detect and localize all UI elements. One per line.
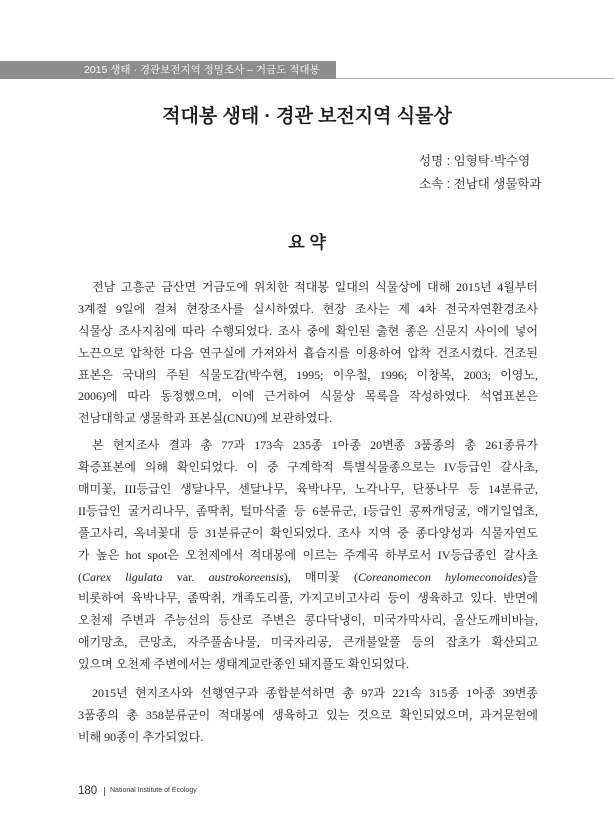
line-segment: ( — [78, 569, 82, 584]
author-affiliation: 소속 : 전남대 생물학과 — [419, 177, 542, 191]
abstract-line: 비롯하여 육박나무, 좀딱취, 개족도리풀, 가지고비고사리 등이 생육하고 있다. 반면에 — [78, 591, 538, 606]
abstract-line: 매미꽃, III등급인 생달나무, 센달나무, 육박나무, 노각나무, 단풍나무 등 14분류군, — [78, 482, 538, 497]
page-title: 적대봉 생태 · 경관 보전지역 식물상 — [162, 106, 452, 127]
footer-publisher: National Institute of Ecology — [110, 787, 197, 794]
running-header-rule — [336, 78, 614, 79]
footer-divider — [104, 787, 105, 796]
byline — [419, 150, 542, 196]
line-segment: )을 — [522, 569, 538, 584]
species-name-italic: Carex ligulata — [82, 569, 163, 584]
abstract-heading: 요 약 — [288, 233, 326, 252]
abstract-line: 오천제 주변과 주능선의 등산로 주변은 콩다닥냉이, 미국가막사리, 울산도깨비바늘, — [78, 613, 538, 628]
abstract-line: 있으며 오천제 주변에서는 생태계교란종인 돼지풀도 확인되었다. — [78, 657, 409, 672]
abstract-line: 확증표본에 의해 확인되었다. 이 중 구계학적 특별식물종으로는 IV등급인 갈사초, — [78, 460, 538, 475]
abstract-line: 3계절 9일에 걸쳐 현장조사를 실시하였다. 현장 조사는 제 4차 전국자연환경조사 — [78, 301, 538, 316]
abstract-paragraph — [78, 277, 538, 430]
abstract-line-species — [78, 567, 538, 589]
abstract-line: 전남대학교 생물학과 표본실(CNU)에 보관하였다. — [78, 411, 332, 426]
abstract-line: 비해 90종이 추가되었다. — [78, 729, 204, 744]
line-segment: var. — [162, 569, 209, 584]
line-segment: ), 매미꽃 ( — [283, 569, 358, 584]
abstract-line: 풀고사리, 옥녀꽃대 등 31분류군이 확인되었다. 조사 지역 중 종다양성과 식물자연도 — [78, 525, 538, 540]
abstract-paragraph — [78, 435, 538, 676]
abstract-line: II등급인 굴거리나무, 좀딱취, 털마삭줄 등 6분류군, I등급인 콩짜개덩굴, 애기일엽초, — [78, 503, 538, 518]
abstract-line: 3품종의 총 358분류군이 적대봉에 생육하고 있는 것으로 확인되었으며, 과거문헌에 — [78, 707, 538, 722]
abstract-paragraph — [78, 683, 538, 749]
abstract-line: 식물상 조사지침에 따라 수행되었다. 조사 중에 확인된 출현 종은 신문지 사이에 넣어 — [78, 323, 538, 338]
abstract-line: 표본은 국내의 주된 식물도감(박수현, 1995; 이우철, 1996; 이창복, 2003; 이영노, — [78, 367, 538, 382]
species-name-italic: austrokoreensis — [208, 569, 284, 584]
running-header-band — [0, 61, 336, 79]
author-name: 성명 : 임형탁·박수영 — [419, 154, 531, 168]
abstract-line: 애기망초, 큰망초, 자주풀솜나물, 미국자리공, 큰개불알풀 등의 잡초가 확산되고 — [78, 635, 538, 650]
running-header-text: 2015 생태 · 경관보전지역 정밀조사 – 거금도 적대봉 — [84, 64, 320, 76]
abstract-line: 노끈으로 압착한 다음 연구실에 가져와서 흡습지를 이용하여 압착 건조시켰다. 건조된 — [78, 345, 538, 360]
page-number: 180 — [78, 785, 98, 797]
abstract-line: 2006)에 따라 동정했으며, 이에 근거하여 식물상 목록을 작성하였다. 석엽표본은 — [78, 389, 538, 404]
abstract-line: 전남 고흥군 금산면 거금도에 위치한 적대봉 일대의 식물상에 대해 2015년 4월부터 — [92, 280, 538, 294]
abstract-line: 본 현지조사 결과 총 77과 173속 235종 1아종 20변종 3품종의 총 261종류가 — [92, 438, 538, 453]
abstract-line: 2015년 현지조사와 선행연구과 종합분석하면 총 97과 221속 315종 1아종 39변종 — [92, 686, 538, 701]
abstract-body — [78, 277, 538, 749]
abstract-line: 가 높은 hot spot은 오천제에서 적대봉에 이르는 주계곡 하부로서 IV등급종인 갈사초 — [78, 547, 538, 562]
species-name-italic: Coreanomecon hylomeconoides — [357, 569, 523, 584]
